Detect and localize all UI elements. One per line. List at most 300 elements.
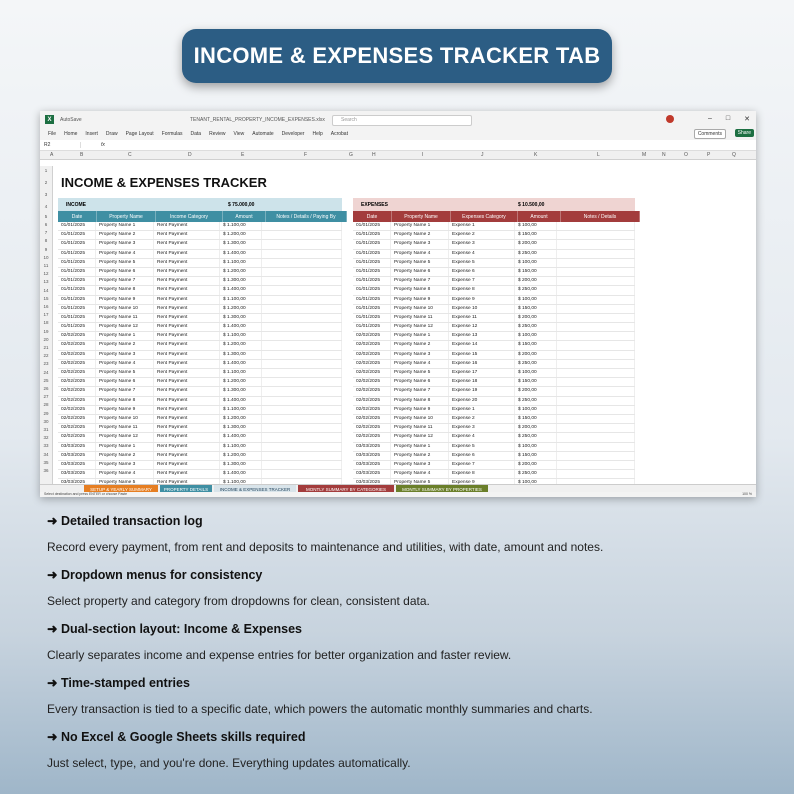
income-cell[interactable]: $ 1.300,00 [220,461,262,469]
close-icon[interactable]: ✕ [744,116,750,123]
income-cell[interactable]: Rent Payment [154,314,220,322]
income-cell[interactable]: Property Name 10 [96,305,154,313]
income-cell[interactable]: Rent Payment [154,332,220,340]
expenses-cell[interactable]: Expense 3 [449,424,515,432]
expenses-cell[interactable]: 03/03/2025 [353,470,391,478]
sheet-tab[interactable]: MONTLY SUMMARY BY CATEGORIES [298,485,394,493]
income-cell[interactable]: $ 1.100,00 [220,259,262,267]
income-cell[interactable]: Rent Payment [154,406,220,414]
income-cell[interactable]: 03/03/2025 [58,443,96,451]
income-notes-cell[interactable] [262,277,342,285]
expenses-cell[interactable]: $ 100,00 [515,296,557,304]
maximize-icon[interactable]: □ [725,115,731,122]
row-number[interactable]: 15 [43,295,49,301]
income-notes-cell[interactable] [262,323,342,331]
row-number[interactable]: 35 [43,459,49,465]
income-cell[interactable]: $ 1.200,00 [220,415,262,423]
expenses-cell[interactable]: $ 200,00 [515,387,557,395]
expenses-cell[interactable]: Property Name 12 [391,323,449,331]
row-number[interactable]: 33 [43,443,49,449]
column-header[interactable]: L [597,152,600,158]
expenses-cell[interactable]: $ 250,00 [515,360,557,368]
expenses-cell[interactable]: 01/01/2025 [353,314,391,322]
row-number[interactable]: 21 [43,345,49,350]
income-cell[interactable]: $ 1.100,00 [220,332,262,340]
expenses-notes-cell[interactable] [557,461,635,469]
expenses-cell[interactable]: 02/02/2025 [353,351,391,359]
row-number[interactable]: 17 [43,312,49,318]
income-cell[interactable]: 01/01/2025 [58,231,96,239]
expenses-cell[interactable]: $ 250,00 [515,286,557,294]
expenses-cell[interactable]: $ 100,00 [515,406,557,414]
income-notes-cell[interactable] [262,250,342,258]
row-number[interactable]: 11 [43,263,49,268]
income-cell[interactable]: Rent Payment [154,415,220,423]
expenses-cell[interactable]: Expense 17 [449,369,515,377]
sheet-tab[interactable]: SETUP & YEARLY SUMMARY [84,485,158,493]
income-cell[interactable]: Rent Payment [154,222,220,230]
row-number[interactable]: 5 [44,214,48,219]
expenses-notes-cell[interactable] [557,259,635,267]
income-cell[interactable]: 02/02/2025 [58,433,96,441]
expenses-cell[interactable]: Property Name 7 [391,277,449,285]
row-number[interactable]: 10 [43,254,49,260]
income-cell[interactable]: 02/02/2025 [58,332,96,340]
income-cell[interactable]: Property Name 5 [96,479,154,484]
income-cell[interactable]: Rent Payment [154,250,220,258]
expenses-cell[interactable]: 01/01/2025 [353,286,391,294]
row-number[interactable]: 23 [43,361,49,367]
income-cell[interactable]: 02/02/2025 [58,369,96,377]
expenses-cell[interactable]: Expense 2 [449,231,515,239]
income-cell[interactable]: 03/03/2025 [58,461,96,469]
expenses-cell[interactable]: Expense 18 [449,378,515,386]
expenses-notes-cell[interactable] [557,424,635,432]
income-cell[interactable]: Property Name 10 [96,415,154,423]
expenses-cell[interactable]: $ 150,00 [515,268,557,276]
income-cell[interactable]: 01/01/2025 [58,259,96,267]
income-cell[interactable]: Property Name 2 [96,452,154,460]
expenses-notes-cell[interactable] [557,305,635,313]
expenses-notes-cell[interactable] [557,406,635,414]
row-number[interactable]: 30 [43,418,49,424]
menu-item-file[interactable]: File [48,131,57,137]
expenses-cell[interactable]: 02/02/2025 [353,433,391,441]
income-cell[interactable]: 01/01/2025 [58,277,96,285]
column-header[interactable]: I [422,152,424,158]
row-number[interactable]: 9 [44,246,48,252]
expenses-notes-cell[interactable] [557,378,635,386]
expenses-cell[interactable]: Property Name 9 [391,406,449,414]
expenses-cell[interactable]: 03/03/2025 [353,452,391,460]
row-number[interactable]: 34 [43,451,49,457]
income-cell[interactable]: Rent Payment [154,231,220,239]
column-header[interactable]: E [241,152,245,158]
expenses-cell[interactable]: Property Name 3 [391,351,449,359]
income-cell[interactable]: Property Name 12 [96,433,154,441]
income-cell[interactable]: Property Name 8 [96,286,154,294]
expenses-cell[interactable]: $ 100,00 [515,369,557,377]
expenses-cell[interactable]: Property Name 5 [391,369,449,377]
user-avatar[interactable] [666,115,674,123]
expenses-cell[interactable]: 02/02/2025 [353,387,391,395]
income-notes-cell[interactable] [262,378,342,386]
expenses-cell[interactable]: 03/03/2025 [353,443,391,451]
expenses-notes-cell[interactable] [557,277,635,285]
expenses-cell[interactable]: 02/02/2025 [353,415,391,423]
income-cell[interactable]: $ 1.400,00 [220,286,262,294]
expenses-cell[interactable]: 01/01/2025 [353,259,391,267]
name-box[interactable]: R2 [40,142,81,148]
expenses-cell[interactable]: Property Name 1 [391,222,449,230]
income-cell[interactable]: 02/02/2025 [58,397,96,405]
expenses-notes-cell[interactable] [557,433,635,441]
income-cell[interactable]: 03/03/2025 [58,479,96,484]
sheet-tab[interactable]: MONTLY SUMMARY BY PROPERTIES [396,485,488,493]
income-cell[interactable]: Property Name 3 [96,240,154,248]
income-cell[interactable]: 03/03/2025 [58,470,96,478]
income-cell[interactable]: $ 1.300,00 [220,424,262,432]
row-number[interactable]: 22 [43,353,49,359]
sheet-tab[interactable]: INCOME & EXPENSES TRACKER [214,485,296,493]
expenses-notes-cell[interactable] [557,286,635,294]
row-number[interactable]: 25 [43,377,49,383]
expenses-cell[interactable]: Expense 8 [449,470,515,478]
income-cell[interactable]: Property Name 12 [96,323,154,331]
expenses-cell[interactable]: $ 250,00 [515,397,557,405]
income-cell[interactable]: $ 1.200,00 [220,378,262,386]
expenses-notes-cell[interactable] [557,296,635,304]
expenses-notes-cell[interactable] [557,387,635,395]
income-cell[interactable]: 02/02/2025 [58,341,96,349]
row-number[interactable]: 29 [43,410,49,416]
row-number[interactable]: 19 [43,328,49,334]
menu-item-acrobat[interactable]: Acrobat [330,131,348,137]
income-cell[interactable]: Rent Payment [154,479,220,484]
expenses-cell[interactable]: Expense 5 [449,443,515,451]
menu-item-developer[interactable]: Developer [281,131,305,137]
expenses-cell[interactable]: Property Name 2 [391,341,449,349]
income-cell[interactable]: Rent Payment [154,259,220,267]
income-cell[interactable]: $ 1.300,00 [220,240,262,248]
expenses-cell[interactable]: 01/01/2025 [353,222,391,230]
income-notes-cell[interactable] [262,461,342,469]
expenses-cell[interactable]: $ 200,00 [515,424,557,432]
income-cell[interactable]: Rent Payment [154,305,220,313]
income-cell[interactable]: $ 1.200,00 [220,305,262,313]
expenses-cell[interactable]: Expense 9 [449,296,515,304]
zoom-level[interactable]: 100 % [742,492,752,496]
row-number[interactable]: 20 [43,336,49,342]
income-cell[interactable]: $ 1.100,00 [220,479,262,484]
expenses-cell[interactable]: Expense 6 [449,268,515,276]
expenses-cell[interactable]: Property Name 8 [391,286,449,294]
expenses-cell[interactable]: 01/01/2025 [353,268,391,276]
income-cell[interactable]: Property Name 1 [96,443,154,451]
income-notes-cell[interactable] [262,259,342,267]
row-number[interactable]: 28 [43,402,49,408]
expenses-notes-cell[interactable] [557,332,635,340]
income-cell[interactable]: Property Name 5 [96,259,154,267]
row-number[interactable]: 18 [43,320,49,326]
expenses-cell[interactable]: $ 100,00 [515,332,557,340]
column-header[interactable]: F [304,152,308,158]
menu-item-formulas[interactable]: Formulas [161,131,183,137]
expenses-cell[interactable]: Expense 12 [449,323,515,331]
expenses-notes-cell[interactable] [557,222,635,230]
income-cell[interactable]: Property Name 3 [96,351,154,359]
expenses-cell[interactable]: 01/01/2025 [353,277,391,285]
expenses-cell[interactable]: Expense 7 [449,277,515,285]
expenses-cell[interactable]: Expense 2 [449,415,515,423]
income-cell[interactable]: Rent Payment [154,360,220,368]
sheet-tab[interactable]: PROPERTY DETAILS [160,485,212,493]
menu-item-insert[interactable]: Insert [85,131,98,137]
row-number[interactable]: 16 [43,304,49,309]
menu-item-help[interactable]: Help [312,131,323,137]
income-cell[interactable]: $ 1.400,00 [220,323,262,331]
income-cell[interactable]: $ 1.300,00 [220,387,262,395]
expenses-cell[interactable]: $ 100,00 [515,479,557,484]
income-notes-cell[interactable] [262,222,342,230]
income-cell[interactable]: 02/02/2025 [58,360,96,368]
income-cell[interactable]: Property Name 3 [96,461,154,469]
expenses-cell[interactable]: Property Name 11 [391,314,449,322]
income-cell[interactable]: 01/01/2025 [58,222,96,230]
expenses-cell[interactable]: $ 150,00 [515,341,557,349]
expenses-cell[interactable]: $ 100,00 [515,259,557,267]
row-number[interactable]: 3 [44,192,48,197]
income-cell[interactable]: $ 1.300,00 [220,314,262,322]
income-notes-cell[interactable] [262,397,342,405]
expenses-cell[interactable]: $ 150,00 [515,452,557,460]
row-number[interactable]: 36 [43,468,49,473]
income-cell[interactable]: $ 1.100,00 [220,406,262,414]
income-cell[interactable]: 02/02/2025 [58,424,96,432]
expenses-cell[interactable]: Property Name 4 [391,360,449,368]
expenses-cell[interactable]: 02/02/2025 [353,341,391,349]
expenses-cell[interactable]: Property Name 8 [391,397,449,405]
expenses-cell[interactable]: 01/01/2025 [353,231,391,239]
column-header[interactable]: B [80,152,84,158]
expenses-cell[interactable]: Property Name 6 [391,378,449,386]
expenses-cell[interactable]: 01/01/2025 [353,305,391,313]
expenses-cell[interactable]: Expense 1 [449,222,515,230]
column-header[interactable]: A [50,152,54,158]
expenses-cell[interactable]: Expense 5 [449,259,515,267]
income-cell[interactable]: Property Name 11 [96,314,154,322]
expenses-notes-cell[interactable] [557,341,635,349]
income-cell[interactable]: Rent Payment [154,424,220,432]
expenses-cell[interactable]: Expense 3 [449,240,515,248]
expenses-notes-cell[interactable] [557,369,635,377]
income-cell[interactable]: $ 1.100,00 [220,222,262,230]
expenses-cell[interactable]: $ 200,00 [515,277,557,285]
income-cell[interactable]: $ 1.100,00 [220,443,262,451]
menu-item-automate[interactable]: Automate [252,131,274,137]
row-number[interactable]: 4 [44,204,48,209]
expenses-cell[interactable]: $ 150,00 [515,305,557,313]
expenses-cell[interactable]: 02/02/2025 [353,406,391,414]
income-cell[interactable]: Property Name 9 [96,296,154,304]
income-cell[interactable]: Property Name 11 [96,424,154,432]
income-cell[interactable]: Rent Payment [154,387,220,395]
row-number[interactable]: 13 [43,279,49,285]
expenses-cell[interactable]: $ 200,00 [515,240,557,248]
row-number[interactable]: 7 [44,230,48,236]
expenses-cell[interactable]: 02/02/2025 [353,378,391,386]
income-cell[interactable]: Rent Payment [154,443,220,451]
income-cell[interactable]: Rent Payment [154,433,220,441]
expenses-cell[interactable]: $ 150,00 [515,415,557,423]
expenses-notes-cell[interactable] [557,250,635,258]
column-header[interactable]: P [707,152,711,158]
income-notes-cell[interactable] [262,452,342,460]
expenses-cell[interactable]: Property Name 11 [391,424,449,432]
expenses-cell[interactable]: 01/01/2025 [353,240,391,248]
share-button[interactable]: Share [735,129,754,137]
income-cell[interactable]: Rent Payment [154,397,220,405]
income-notes-cell[interactable] [262,433,342,441]
income-cell[interactable]: 02/02/2025 [58,406,96,414]
income-notes-cell[interactable] [262,305,342,313]
expenses-cell[interactable]: Expense 15 [449,351,515,359]
expenses-notes-cell[interactable] [557,323,635,331]
expenses-cell[interactable]: $ 100,00 [515,222,557,230]
income-cell[interactable]: 01/01/2025 [58,314,96,322]
income-cell[interactable]: Property Name 9 [96,406,154,414]
income-cell[interactable]: Rent Payment [154,461,220,469]
expenses-cell[interactable]: Property Name 10 [391,305,449,313]
expenses-cell[interactable]: Expense 11 [449,314,515,322]
expenses-cell[interactable]: Expense 4 [449,433,515,441]
expenses-cell[interactable]: 02/02/2025 [353,397,391,405]
income-cell[interactable]: Property Name 4 [96,470,154,478]
menu-item-page-layout[interactable]: Page Layout [125,131,154,137]
column-header[interactable]: D [188,152,192,158]
income-cell[interactable]: Property Name 7 [96,387,154,395]
expenses-notes-cell[interactable] [557,240,635,248]
expenses-notes-cell[interactable] [557,415,635,423]
expenses-notes-cell[interactable] [557,231,635,239]
income-cell[interactable]: Rent Payment [154,452,220,460]
expenses-cell[interactable]: Expense 14 [449,341,515,349]
income-cell[interactable]: 01/01/2025 [58,250,96,258]
income-cell[interactable]: Property Name 7 [96,277,154,285]
expenses-cell[interactable]: Property Name 5 [391,259,449,267]
income-notes-cell[interactable] [262,387,342,395]
income-cell[interactable]: 01/01/2025 [58,286,96,294]
expenses-cell[interactable]: $ 100,00 [515,443,557,451]
income-cell[interactable]: $ 1.200,00 [220,231,262,239]
income-notes-cell[interactable] [262,231,342,239]
income-cell[interactable]: 01/01/2025 [58,296,96,304]
menu-item-draw[interactable]: Draw [105,131,118,137]
expenses-cell[interactable]: Expense 1 [449,406,515,414]
expenses-cell[interactable]: Expense 6 [449,452,515,460]
minimize-icon[interactable]: – [707,115,712,122]
income-cell[interactable]: $ 1.200,00 [220,341,262,349]
income-cell[interactable]: 02/02/2025 [58,387,96,395]
income-notes-cell[interactable] [262,351,342,359]
expenses-cell[interactable]: $ 150,00 [515,378,557,386]
menu-item-data[interactable]: Data [190,131,202,137]
expenses-cell[interactable]: Property Name 2 [391,231,449,239]
expenses-cell[interactable]: Property Name 10 [391,415,449,423]
search-input[interactable]: Search [332,115,472,126]
row-number[interactable]: 1 [44,168,48,173]
income-notes-cell[interactable] [262,360,342,368]
income-cell[interactable]: 02/02/2025 [58,378,96,386]
income-cell[interactable]: Rent Payment [154,378,220,386]
expenses-cell[interactable]: $ 200,00 [515,461,557,469]
expenses-cell[interactable]: Expense 19 [449,387,515,395]
expenses-notes-cell[interactable] [557,314,635,322]
expenses-notes-cell[interactable] [557,351,635,359]
expenses-cell[interactable]: $ 250,00 [515,250,557,258]
row-number[interactable]: 31 [43,427,49,432]
income-notes-cell[interactable] [262,406,342,414]
income-notes-cell[interactable] [262,369,342,377]
expenses-cell[interactable]: Expense 16 [449,360,515,368]
income-cell[interactable]: Property Name 6 [96,268,154,276]
income-cell[interactable]: $ 1.300,00 [220,351,262,359]
expenses-cell[interactable]: Expense 20 [449,397,515,405]
expenses-cell[interactable]: 02/02/2025 [353,360,391,368]
row-number[interactable]: 6 [44,222,48,227]
income-cell[interactable]: Rent Payment [154,323,220,331]
income-cell[interactable]: $ 1.400,00 [220,470,262,478]
expenses-notes-cell[interactable] [557,470,635,478]
expenses-cell[interactable]: $ 250,00 [515,323,557,331]
income-notes-cell[interactable] [262,341,342,349]
income-cell[interactable]: $ 1.400,00 [220,397,262,405]
income-cell[interactable]: $ 1.200,00 [220,268,262,276]
income-notes-cell[interactable] [262,314,342,322]
income-notes-cell[interactable] [262,332,342,340]
expenses-cell[interactable]: $ 200,00 [515,314,557,322]
income-cell[interactable]: Rent Payment [154,286,220,294]
menu-item-home[interactable]: Home [64,131,78,137]
expenses-notes-cell[interactable] [557,443,635,451]
column-header[interactable]: K [534,152,538,158]
row-number[interactable]: 24 [43,369,49,375]
expenses-notes-cell[interactable] [557,397,635,405]
income-cell[interactable]: $ 1.200,00 [220,452,262,460]
column-header[interactable]: C [128,152,132,158]
column-header[interactable]: O [684,152,688,158]
expenses-cell[interactable]: Expense 8 [449,286,515,294]
expenses-cell[interactable]: 01/01/2025 [353,323,391,331]
row-number[interactable]: 32 [43,435,49,441]
income-cell[interactable]: Rent Payment [154,240,220,248]
row-number[interactable]: 27 [43,394,49,400]
column-header[interactable]: Q [732,152,736,158]
expenses-cell[interactable]: Expense 10 [449,305,515,313]
income-cell[interactable]: Property Name 1 [96,332,154,340]
income-cell[interactable]: 01/01/2025 [58,305,96,313]
income-cell[interactable]: Rent Payment [154,470,220,478]
income-cell[interactable]: Rent Payment [154,369,220,377]
row-number[interactable]: 26 [43,386,49,391]
expenses-cell[interactable]: $ 250,00 [515,433,557,441]
expenses-cell[interactable]: Property Name 1 [391,332,449,340]
expenses-cell[interactable]: 03/03/2025 [353,461,391,469]
income-notes-cell[interactable] [262,296,342,304]
column-header[interactable]: J [481,152,484,158]
income-cell[interactable]: Property Name 2 [96,231,154,239]
expenses-cell[interactable]: Property Name 6 [391,268,449,276]
